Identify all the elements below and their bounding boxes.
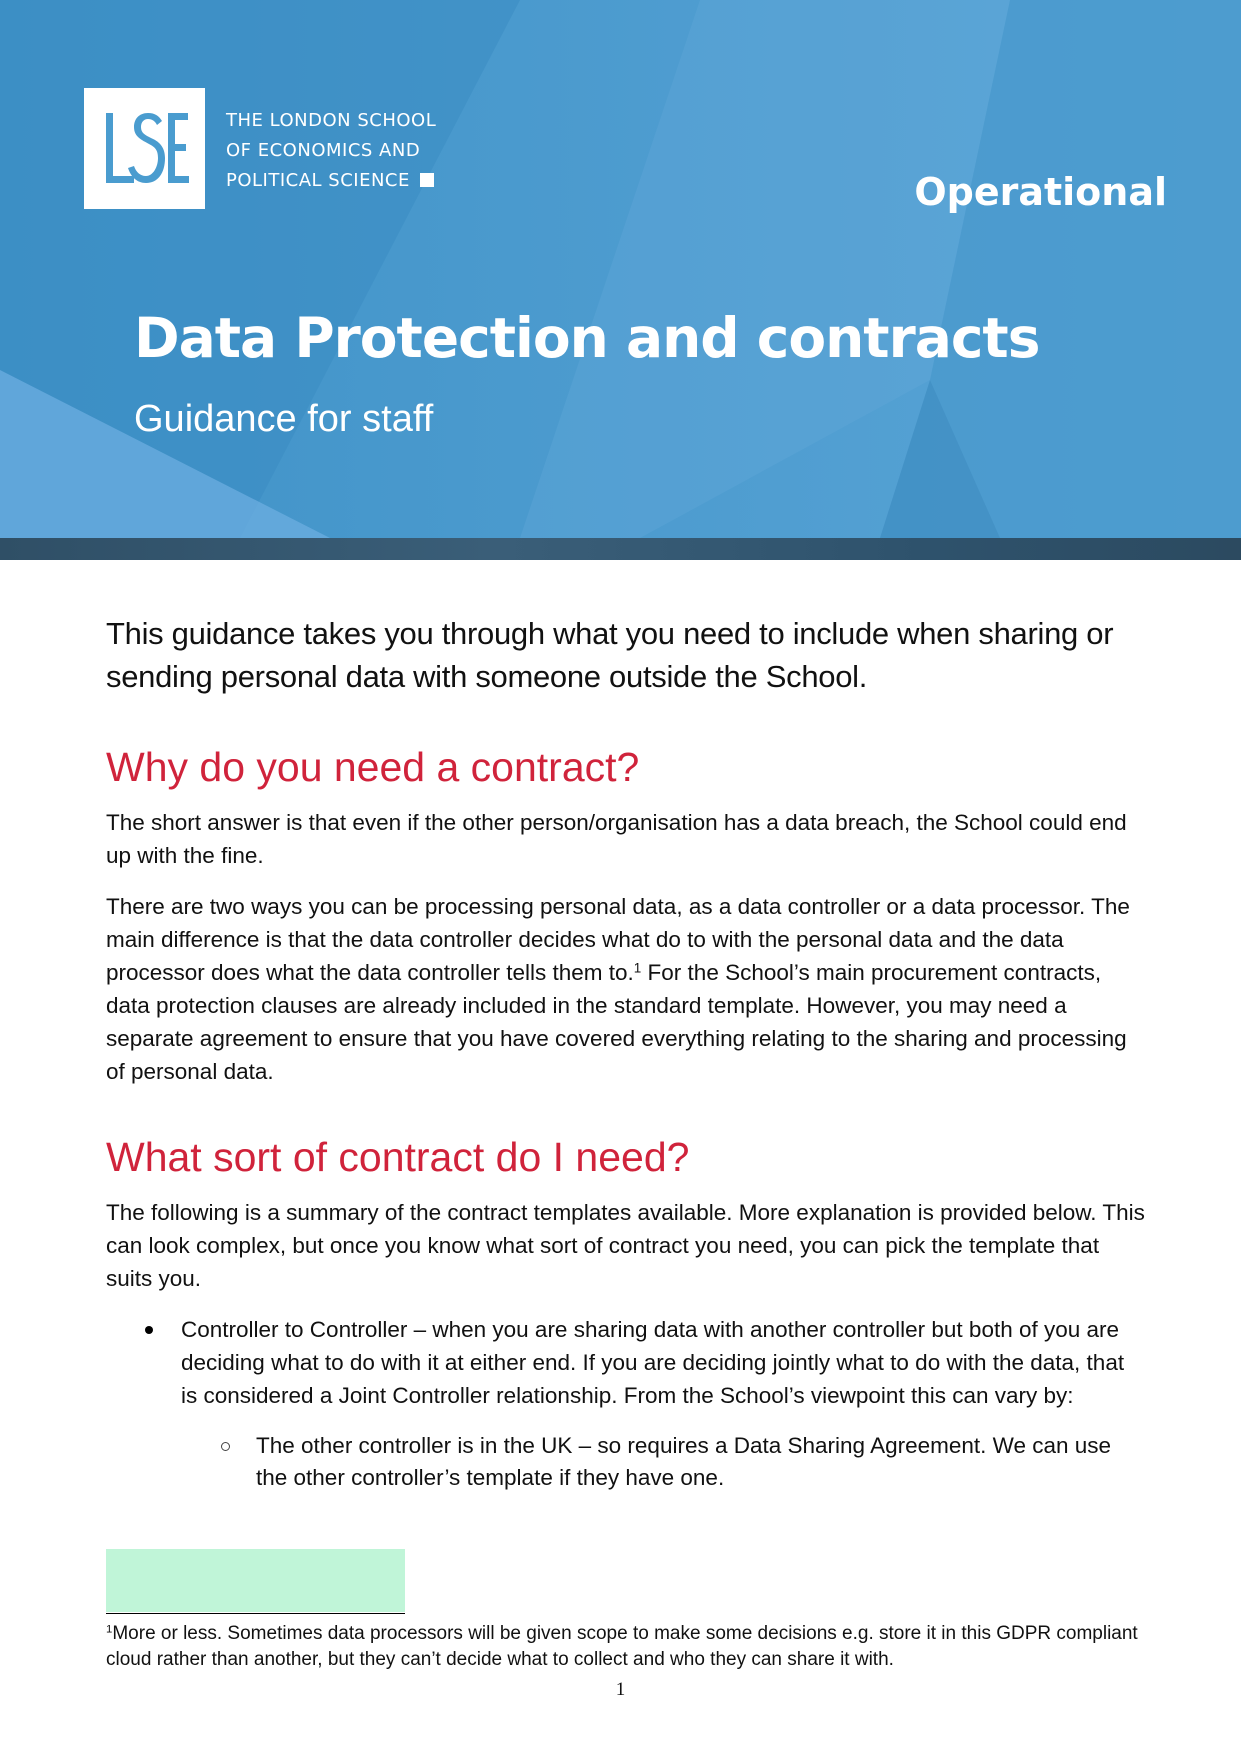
sub-list-item-text: The other controller is in the UK – so requires a Data Sharing Agreement. We can use the other controller’s template if they have one. bbox=[256, 1433, 1112, 1490]
footnote-text: More or less. Sometimes data processors will be given scope to make some decisions e.g. store it in this GDPR compliant cloud rather than another, but they can’t decide what to collect and who they can share it with. bbox=[106, 1623, 1138, 1670]
footnote-number: 1 bbox=[106, 1623, 113, 1636]
lse-logo-mark bbox=[84, 88, 205, 209]
logo-line-2: OF ECONOMICS AND bbox=[226, 140, 421, 161]
paragraph-short-answer: The short answer is that even if the other person/organisation has a data breach, the School could end up with the fine. bbox=[106, 810, 1127, 868]
document-body bbox=[106, 612, 1146, 1494]
sub-list-item bbox=[181, 1430, 1146, 1494]
paragraph-controller-processor bbox=[106, 890, 1146, 1088]
list-item-text: Controller to Controller – when you are sharing data with another controller but both of you are deciding what to do with it at either end. If you are deciding jointly what to do with the data, that is considered a Joint Controller relationship. From the School’s viewpoint this can vary by: bbox=[181, 1317, 1125, 1408]
paragraph-summary-templates: The following is a summary of the contract templates available. More explanation is provided below. This can look complex, but once you know what sort of contract you need, you can pick the template that suits you. bbox=[106, 1200, 1145, 1291]
document-subtitle: Guidance for staff bbox=[134, 398, 434, 440]
paragraph-text-part-1: There are two ways you can be processing personal data, as a data controller or a data processor. The main difference is that the data controller decides what do to with the personal data and the data processor does what the data controller tells them to. bbox=[106, 894, 1130, 985]
classification-label: Operational bbox=[914, 170, 1167, 214]
footnote-reference[interactable]: 1 bbox=[633, 960, 642, 976]
header-divider-strip bbox=[0, 538, 1241, 560]
hollow-bullet-icon bbox=[221, 1442, 230, 1451]
section-heading-contract-type: What sort of contract do I need? bbox=[106, 1134, 690, 1180]
footnote bbox=[106, 1621, 1166, 1673]
page-number: 1 bbox=[615, 1679, 626, 1700]
footnote-separator bbox=[106, 1613, 405, 1614]
section-heading-why-contract: Why do you need a contract? bbox=[106, 744, 640, 790]
logo-line-1: THE LONDON SCHOOL bbox=[226, 110, 437, 131]
banner-background-shapes bbox=[0, 0, 1241, 538]
highlight-annotation bbox=[106, 1549, 405, 1612]
header-banner bbox=[0, 0, 1241, 538]
logo-wordmark bbox=[226, 106, 436, 196]
sub-list bbox=[181, 1430, 1146, 1494]
intro-paragraph: This guidance takes you through what you need to include when sharing or sending personal data with someone outside the School. bbox=[106, 616, 1114, 694]
logo-line-3: POLITICAL SCIENCE bbox=[226, 170, 410, 191]
document-title: Data Protection and contracts bbox=[134, 306, 1040, 370]
list-item bbox=[106, 1313, 1146, 1494]
paragraph-text-part-2: For the School’s main procurement contracts, data protection clauses are already included in the standard template. However, you may need a separate agreement to ensure that you have covered everything relating to the sharing and processing of personal data. bbox=[106, 960, 1127, 1084]
lse-logo bbox=[84, 88, 205, 209]
bullet-icon bbox=[145, 1326, 153, 1334]
contract-type-list bbox=[106, 1313, 1146, 1494]
logo-square-mark bbox=[420, 173, 434, 187]
